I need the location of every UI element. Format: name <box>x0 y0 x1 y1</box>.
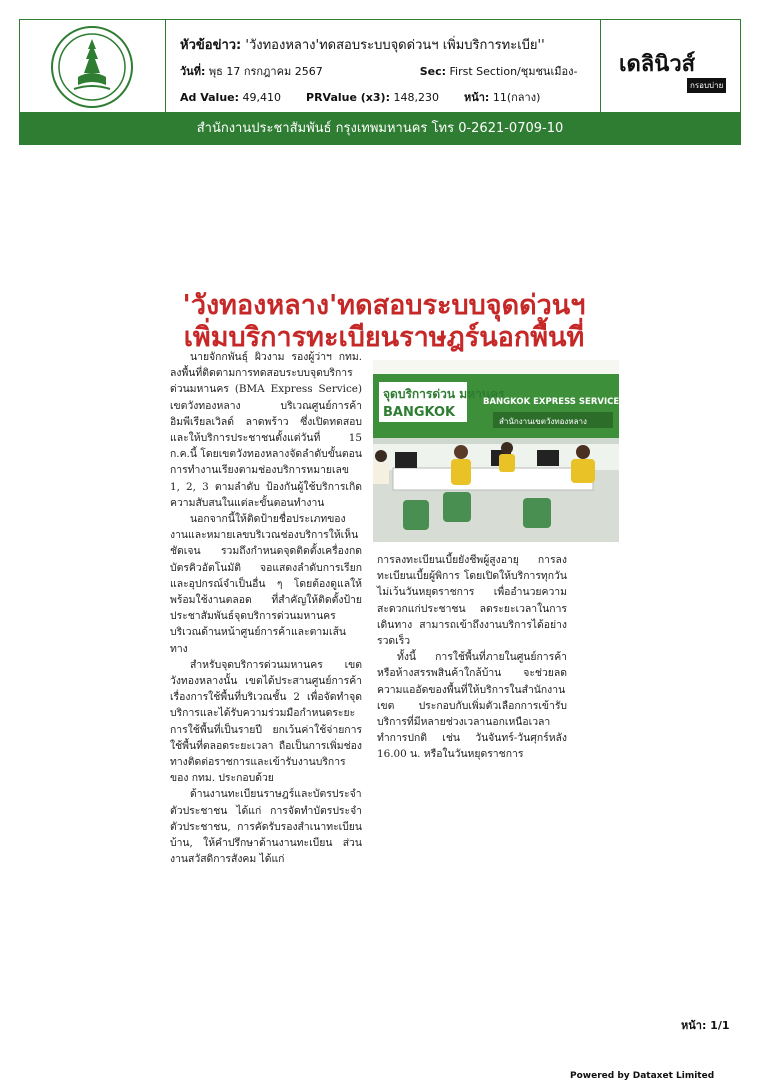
photo-sign-main: จุดบริการด่วน มหานคร <box>383 387 505 401</box>
ad-value: 49,410 <box>242 91 282 104</box>
value-row <box>180 88 540 106</box>
clipping-info <box>170 20 618 114</box>
dailynews-logo <box>600 20 740 114</box>
article-photo <box>373 360 619 542</box>
photo-sign-bangkok: BANGKOK <box>383 405 456 420</box>
paragraph: ด้านงานทะเบียนราษฎร์และบัตรประจำตัวประชาชน ได้แก่ การจัดทำบัตรประจำตัวประชาชน, การคัดรับรองสำเนาทะเบียนบ้าน, ให้คำปรึกษาด้านงานทะเบียน ส่วนงานสวัสดิการสังคม ได้แก่ <box>170 788 362 866</box>
paragraph: นายจักกพันธุ์ ผิวงาม รองผู้ว่าฯ กทม. ลงพื้นที่ติดตามการทดสอบระบบจุดบริการด่วนมหานคร (BMA Express Service) เขตวังทองหลาง บริเวณศูนย์การค้าอิมพีเรียลเวิลด์ ลาดพร้าว ซึ่งเปิดทดสอบและให้บริการประชาชนตั้งแต่วันที่ 15 ก.ค.นี้ โดยเขตวังทองหลางจัดลำดับขั้นตอนการทำงานเรียงตามช่องบริการหมายเลข 1, 2, 3 ตามลำดับ ป้องกันผู้ใช้บริการเกิดความสับสนในแต่ละขั้นตอนทำงาน <box>170 351 362 509</box>
sec-label: Sec: <box>419 65 447 78</box>
sec-value: First Section/ชุมชนเมือง- <box>449 65 578 78</box>
paragraph: ทั้งนี้ การใช้พื้นที่ภายในศูนย์การค้า หรือห้างสรรพสินค้าใกล้บ้าน จะช่วยลดความแออัดของพื้นที่ให้บริการในสำนักงานเขต ประกอบกับเพิ่มตัวเลือกการเข้ารับบริการที่มีหลายช่วงเวลานอกเหนือเวลาทำการปกติ เช่น วันจันทร์-วันศุกร์หลัง 16.00 น. หรือในวันหยุดราชการ <box>377 651 567 761</box>
bma-seal-icon <box>50 25 134 109</box>
service-counter-photo <box>373 360 619 542</box>
pr-value: 148,230 <box>393 91 439 104</box>
date-label: วันที่: <box>180 65 206 78</box>
headline-value: 'วังทองหลาง'ทดสอบระบบจุดด่วนฯ เพิ่มบริการทะเบีย'' <box>245 38 545 53</box>
clipping-header <box>19 19 741 113</box>
article-column-left <box>170 349 362 868</box>
bma-seal-area <box>20 20 166 114</box>
photo-sign-service: BANGKOK EXPRESS SERVICE <box>483 397 619 407</box>
headline-label: หัวข้อข่าว: <box>180 38 242 53</box>
pr-office-banner: สำนักงานประชาสัมพันธ์ กรุงเทพมหานคร โทร 0-2621-0709-10 <box>19 113 741 145</box>
paragraph: นอกจากนี้ให้ติดป้ายชื่อประเภทของงานและหมายเลขบริเวณช่องบริการให้เห็นชัดเจน รวมถึงกำหนดจุดติดตั้งเครื่องกดบัตรคิวอัตโนมัติ จอแสดงลำดับการเรียก และอุปกรณ์จำเป็นอื่น ๆ โดยต้องดูแลให้พร้อมใช้งานตลอด ที่สำคัญให้ติดตั้งป้ายประชาสัมพันธ์จุดบริการด่วนมหานครบริเวณด้านหน้าศูนย์การค้าและตามเส้นทาง <box>170 513 362 655</box>
photo-sign-district: สำนักงานเขตวังทองหลาง <box>499 417 587 426</box>
page-value: 11(กลาง) <box>492 91 541 104</box>
paragraph: สำหรับจุดบริการด่วนมหานคร เขตวังทองหลางนั้น เขตได้ประสานศูนย์การค้า เรื่องการใช้พื้นที่บริเวณชั้น 2 เพื่อจัดทำจุดบริการและได้รับความร่วมมือกำหนดระยะการใช้พื้นที่เป็นรายปี ยกเว้นค่าใช้จ่ายการใช้พื้นที่ตลอดระยะเวลา ถือเป็นการเพิ่มช่องทางติดต่อราชการและเข้ารับงานบริการของ กทม. ประกอบด้วย <box>170 658 362 785</box>
paragraph: การลงทะเบียนเบี้ยยังชีพผู้สูงอายุ การลงทะเบียนเบี้ยผู้พิการ โดยเปิดให้บริการทุกวันไม่เว้นวันหยุดราชการ เพื่ออำนวยความสะดวกแก่ประชาชน ลดระยะเวลาในการเดินทาง สามารถเข้าถึงงานบริการได้อย่างรวดเร็ว <box>377 554 567 648</box>
powered-by: Powered by Dataxet Limited <box>570 1071 715 1081</box>
article-column-right <box>377 552 567 763</box>
date-row <box>180 62 577 80</box>
logo-text: เดลินิวส์ <box>619 52 696 77</box>
page-number: หน้า: 1/1 <box>681 1019 730 1032</box>
date-value: พุธ 17 กรกฎาคม 2567 <box>208 65 323 78</box>
article-title-line1: 'วังทองหลาง'ทดสอบระบบจุดด่วนฯ <box>182 290 586 321</box>
ad-value-label: Ad Value: <box>180 91 240 104</box>
page-label: หน้า: <box>463 91 490 104</box>
headline-row <box>180 34 545 55</box>
article-title-line2: เพิ่มบริการทะเบียนราษฎร์นอกพื้นที่ <box>183 322 585 353</box>
logo-subtitle: กรอบบ่าย <box>687 78 726 93</box>
pr-value-label: PRValue (x3): <box>306 91 390 104</box>
